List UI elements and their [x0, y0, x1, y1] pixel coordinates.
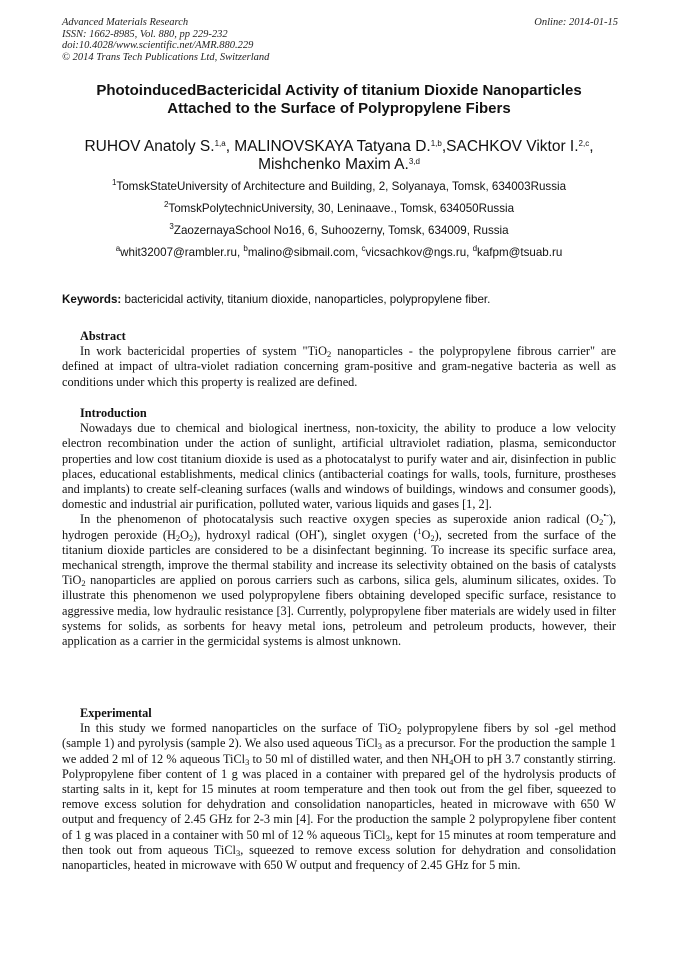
- author-name: , MALINOVSKAYA Tatyana D.: [225, 138, 431, 155]
- journal-name: Advanced Materials Research: [62, 17, 189, 28]
- experimental-paragraph: In this study we formed nanoparticles on the surface of TiO$_2$ polypropylene fibers by sol -gel method (sample 1) and pyrolysis (sample 2). We also used aqueous TiCl$_3$ as a precursor. For the production the sample 1 we added 2 ml of 12 % aqueous TiCl$_3$ to 50 ml of distilled water, and then $NH_4OH$ to pH 3.7 constantly stirring. Polypropylene fiber content of 1 g was placed in a container with prepared gel of the hydrolysis products of starting salts in it, kept for 15 minutes at room temperature and then took out from the gel fiber, squeezed to remove excess solution for dehydration and consolidation nanoparticles, heated in microwave with 650 W output and frequency of 2.45 GHz for 2-3 min [4]. For the production the sample 2 polypropylene fiber content of 1 g was placed in a container with 50 ml of 12 % aqueous TiCl$_3$, kept for 15 minutes at room temperature and then took out from aqueous TiCl$_3$, squeezed to remove excess solution for dehydration and consolidation nanoparticles, heated in microwave with 650 W output and frequency of 2.45 GHz for 5 min.: [62, 721, 617, 873]
- email-mark: b: [243, 244, 248, 253]
- affiliation-number: 1: [111, 178, 117, 187]
- introduction-section: [62, 406, 616, 649]
- author-affiliation-mark: 3,d: [408, 157, 420, 166]
- experimental-heading: Experimental: [80, 706, 152, 720]
- author-name: Mishchenko Maxim A.: [258, 156, 409, 173]
- author-name: ,SACHKOV Viktor I.: [441, 138, 579, 155]
- experimental-section: [62, 706, 616, 873]
- author-list: [40, 138, 638, 174]
- introduction-paragraph-1: Nowadays due to chemical and biological inertness, non-toxicity, the ability to produce a low velocity electron recombination under the action of sunlight, artificial ultraviolet radiation, plasma, semiconductor properties and low cost titanium dioxide is used as a photocatalyst to purify water and air, disinfection in public places, educational establishments, medical clinics (antibacterial coatings for walls, tools, furniture, prostheses and implants) to create self-cleaning surfaces (walls and windows of buildings, windows and consumer goods), domestic and industrial air purification, polluted water, various liquids and gases [1, 2].: [62, 421, 616, 512]
- keywords-text: bactericidal activity, titanium dioxide, nanoparticles, polypropylene fiber.: [121, 293, 491, 306]
- email-mark: c: [361, 244, 366, 253]
- affiliation-text: ZaozernayaSchool No16, 6, Suhoozerny, Tomsk, 634009, Russia: [173, 224, 509, 237]
- online-date: Online: 2014-01-15: [534, 17, 618, 28]
- author-separator: ,: [589, 138, 594, 155]
- keywords-label: Keywords:: [62, 293, 122, 306]
- introduction-paragraph-2: In the phenomenon of photocatalysis such reactive oxygen species as superoxide anion radical $(O_2^{•-})$, hydrogen peroxide $(H_2O_2)$, hydroxyl radical (OH•), singlet oxygen $(^1O_2)$, secreted from the surface of the titanium dioxide particles are considered to be a disinfectant beginning. To increase its specific surface area, mechanical strength, improve the thermal stability and increase its selectivity obtained on the basis of catalysts TiO$_2$ nanoparticles are applied on porous carriers such as carbons, silica gels, aluminum silicates, oxides. To illustrate this phenomenon we used polypropylene fibers obtaining developed specific surface, resistance to aggressive media, low hydraulic resistance [3]. Currently, polypropylene fiber materials are widely used in filter systems for solids, as sorbents for heavy metal ions, petroleum and petroleum products, however, their application as a carrier in the germicidal systems is almost unknown.: [62, 511, 616, 649]
- affiliation-2: [40, 202, 638, 216]
- issn-line: ISSN: 1662-8985, Vol. 880, pp 229-232: [62, 28, 228, 40]
- author-emails: [40, 246, 638, 260]
- doi-line: doi:10.4028/www.scientific.net/AMR.880.229: [62, 40, 254, 52]
- affiliation-number: 2: [163, 200, 169, 209]
- email-address: vicsachkov@ngs.ru,: [365, 246, 473, 259]
- author-name: RUHOV Anatoly S.: [84, 138, 215, 155]
- keywords: [62, 293, 618, 307]
- email-address: whit32007@rambler.ru,: [120, 246, 244, 259]
- author-affiliation-mark: 1,a: [214, 139, 226, 148]
- email-address: malino@sibmail.com,: [247, 246, 362, 259]
- affiliation-3: [40, 224, 638, 238]
- abstract-heading: Abstract: [80, 329, 126, 343]
- email-address: kafpm@tsuab.ru: [477, 246, 563, 259]
- email-mark: a: [115, 244, 121, 253]
- affiliation-text: TomskPolytechnicUniversity, 30, Leninaave., Tomsk, 634050Russia: [168, 202, 515, 215]
- email-mark: d: [472, 244, 478, 253]
- affiliation-1: [40, 180, 638, 194]
- author-affiliation-mark: 1,b: [430, 139, 442, 148]
- title-line-1: PhotoinducedBactericidal Activity of titanium Dioxide Nanoparticles: [96, 82, 582, 99]
- author-affiliation-mark: 2,c: [578, 139, 590, 148]
- abstract-text: In work bactericidal properties of system "TiO$_2$ nanoparticles - the polypropylene fibrous carrier" are defined at impact of ultra-violet radiation concerning gram-positive and gram-negative bacteria as well as conditions under which this property is realized are defined.: [62, 344, 616, 389]
- paper-title: [40, 82, 638, 118]
- introduction-heading: Introduction: [80, 406, 147, 420]
- affiliation-number: 3: [169, 222, 174, 231]
- abstract-section: [62, 329, 616, 390]
- publication-header: [62, 17, 618, 63]
- title-line-2: Attached to the Surface of Polypropylene Fibers: [167, 100, 511, 117]
- affiliation-text: TomskStateUniversity of Architecture and Building, 2, Solyanaya, Tomsk, 634003Russia: [116, 180, 567, 193]
- copyright-line: © 2014 Trans Tech Publications Ltd, Switzerland: [62, 51, 270, 63]
